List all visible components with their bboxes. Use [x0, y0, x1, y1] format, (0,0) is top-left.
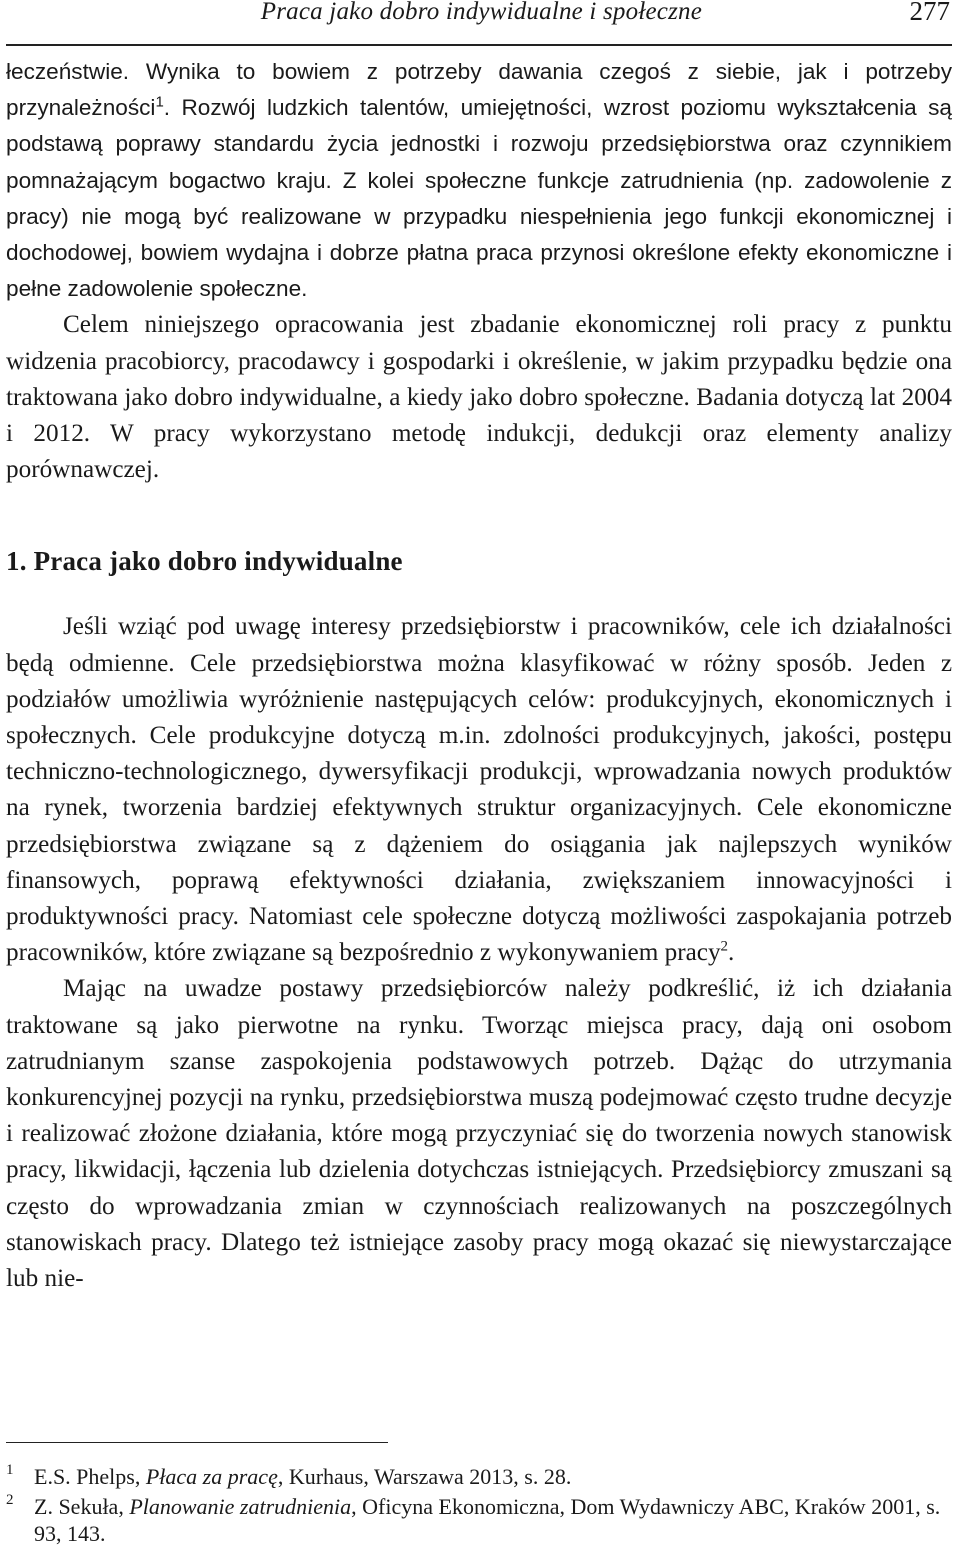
body-text	[6, 54, 952, 1297]
running-title: Praca jako dobro indywidualne i społeczne	[260, 0, 702, 25]
footnote-ref-1[interactable]: 1	[155, 93, 164, 111]
paragraph-aim: Celem niniejszego opracowania jest zbadanie ekonomicznej roli pracy z punktu widzenia pracobiorcy, pracodawcy i gospodarki i określenie, w jakim przypadku będzie ona traktowana jako dobro indywidualne, a kiedy jako dobro społeczne. Badania dotyczą lat 2004 i 2012. W pracy wykorzystano metodę indukcji, dedukcji oraz elementy analizy porównawczej.	[6, 311, 952, 484]
footnote-number: 2	[6, 1491, 14, 1508]
paragraph-goals: Jeśli wziąć pod uwagę interesy przedsiębiorstw i pracowników, cele ich działalności będą odmienne. Cele przedsiębiorstwa można klasyfikować w różny sposób. Jeden z podziałów umożliwia wyróżnienie następujących celów: produkcyjnych, ekonomicznych i społecznych. Cele produkcyjne dotyczą m.in. zdolności produkcyjnych, jakości, postępu techniczno-technologicznego, dywersyfikacji produkcji, wprowadzania nowych produktów na rynek, tworzenia bardziej efektywnych struktur organizacyjnych. Cele ekonomiczne przedsiębiorstwa związane są z dążeniem do osiągania jak najlepszych wyników finansowych, poprawą efektywności działania, zwiększaniem innowacyjności i produktywności pracy. Natomiast cele społeczne dotyczą możliwości zaspokajania potrzeb pracowników, które związane są bezpośrednio z wykonywaniem pracy$^2$.	[6, 613, 952, 967]
page-number: 277	[909, 0, 950, 26]
section-heading: 1. Praca jako dobro indywidualne	[6, 546, 403, 577]
paragraph-entrepreneurs: Mając na uwadze postawy przedsiębiorców należy podkreślić, iż ich działania traktowane są jako pierwotne na rynku. Tworząc miejsca pracy, dają oni osobom zatrudnianym szanse zaspokojenia podstawowych potrzeb. Dążąc do utrzymania konkurencyjnej pozycji na rynku, przedsiębiorstwa muszą podejmować często trudne decyzje i realizować złożone działania, które mogą przyczyniać się do tworzenia nowych stanowisk pracy, likwidacji, łączenia lub dzielenia dotychczas istniejących. Przedsiębiorcy zmuszani są często do wprowadzania zmian w czynnościach realizowanych na poszczególnych stanowiskach pracy. Dlatego też istniejące zasoby pracy mogą okazać się niewystarczające lub nie-	[6, 975, 952, 1293]
footnote-rule	[6, 1442, 388, 1443]
footnote-title: Płaca za pracę	[145, 1464, 278, 1489]
paragraph-continuation: łeczeństwie. Wynika to bowiem z potrzeby dawania czegoś z siebie, jak i potrzeby przynależności$^1$. Rozwój ludzkich talentów, umiejętności, wzrost poziomu wykształcenia są podstawą poprawy standardu życia jednostki i rozwoju przedsiębiorstwa oraz czynnikiem pomnażającym bogactwo kraju. Z kolei społeczne funkcje zatrudnienia (np. zadowolenie z pracy) nie mogą być realizowane w przypadku niespełnienia jego funkcji ekonomicznej i dochodowej, bowiem wydajna i dobrze płatna praca przynosi określone efekty ekonomiczne i pełne zadowolenie społeczne.	[6, 59, 952, 302]
footnote-1: 1 E.S. Phelps, Płaca za pracę, Kurhaus, Warszawa 2013, s. 28.	[6, 1463, 952, 1491]
footnote-title: Planowanie zatrudnienia	[129, 1493, 352, 1519]
footnotes	[6, 1442, 952, 1550]
footnote-2: 2 Z. Sekuła, Planowanie zatrudnienia, Oficyna Ekonomiczna, Dom Wydawniczy ABC, Kraków 2001, s. 93, 143.	[6, 1493, 952, 1548]
running-header	[6, 0, 952, 46]
footnote-number: 1	[6, 1462, 14, 1478]
footnote-ref-2[interactable]: 2	[720, 938, 729, 955]
